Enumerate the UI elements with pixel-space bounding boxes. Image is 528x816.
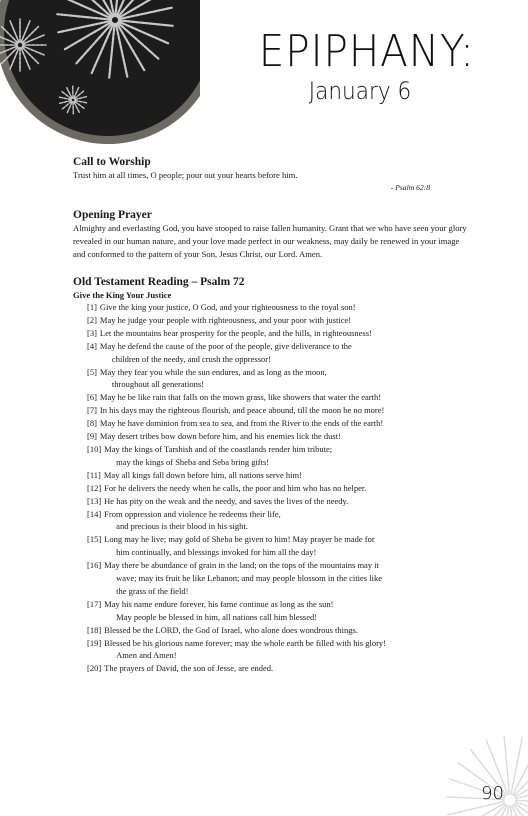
verse-text	[104, 624, 468, 637]
verse-line: May people be blessed in him, all nations call him blessed!	[116, 611, 318, 622]
page-subtitle: January 6	[308, 77, 412, 105]
verse-line: May his name endure forever, his fame continue as long as the sun!	[104, 598, 334, 609]
verse-line: In his days may the righteous flourish, and peace abound, till the moon be no more!	[99, 405, 385, 416]
verse-item	[87, 340, 468, 366]
verse-number: [8]	[87, 418, 97, 429]
verse-item	[87, 366, 468, 392]
verse-text	[104, 508, 468, 534]
verse-text	[104, 662, 468, 675]
reading-section	[73, 275, 468, 675]
verse-text	[100, 366, 468, 392]
verse-item	[87, 327, 468, 340]
verse-line: May the kings of Tarshish and of the coastlands render him tribute;	[104, 443, 333, 454]
verse-line: Blessed be the LORD, the God of Israel, who alone does wondrous things.	[104, 624, 358, 635]
call-to-worship-citation: - Psalm 62:8	[390, 183, 430, 192]
liturgy-content	[73, 155, 468, 689]
verse-number: [5]	[87, 366, 97, 377]
verse-text	[104, 495, 468, 508]
verse-line: Let the mountains bear prosperity for the people, and the hills, in righteousness!	[99, 327, 372, 338]
verse-line: May he judge your people with righteousness, and your poor with justice!	[99, 314, 352, 325]
call-to-worship-heading: Call to Worship	[73, 156, 151, 168]
verse-line: May he be like rain that falls on the mown grass, like showers that water the earth!	[99, 392, 382, 403]
verse-line: Blessed be his glorious name forever; may the whole earth be filled with his glory!	[104, 637, 387, 648]
starburst-corner-decoration	[428, 726, 528, 816]
verse-text	[100, 314, 468, 327]
verse-line: Long may he live; may gold of Sheba be given to him! May prayer be made for	[104, 534, 375, 545]
verse-item	[87, 314, 468, 327]
opening-prayer-section	[73, 208, 468, 261]
verse-number: [20]	[87, 663, 102, 674]
verse-item	[87, 598, 468, 624]
verse-text	[100, 327, 468, 340]
verse-item	[87, 662, 468, 675]
verse-item	[87, 533, 468, 559]
verse-number: [3]	[87, 327, 97, 338]
verse-number: [18]	[87, 624, 102, 635]
verse-item	[87, 624, 468, 637]
verse-item	[87, 430, 468, 443]
verse-text	[104, 443, 468, 469]
verse-text	[100, 430, 468, 443]
verse-line: The prayers of David, the son of Jesse, are ended.	[104, 663, 274, 674]
verse-number: [10]	[87, 443, 102, 454]
verse-number: [11]	[87, 469, 101, 480]
verse-number: [17]	[87, 598, 102, 609]
verse-line: May all kings fall down before him, all nations serve him!	[103, 469, 302, 480]
verse-number: [7]	[87, 405, 97, 416]
verse-text	[100, 340, 468, 366]
verse-line: From oppression and violence he redeems their life,	[104, 508, 281, 519]
verse-number: [12]	[87, 482, 102, 493]
verse-item	[87, 469, 468, 482]
verse-line: him continually, and blessings invoked for him all the day!	[116, 547, 317, 558]
verse-item	[87, 559, 468, 598]
verse-text	[104, 559, 468, 598]
verse-line: children of the needy, and crush the oppressor!	[111, 353, 271, 364]
verse-number: [4]	[87, 340, 97, 351]
verse-item	[87, 301, 468, 314]
verse-text	[104, 598, 468, 624]
verse-line: Give the king your justice, O God, and your righteousness to the royal son!	[99, 302, 356, 312]
verse-number: [2]	[87, 314, 97, 325]
verse-number: [15]	[87, 534, 102, 545]
title-block	[250, 26, 475, 106]
verse-line: throughout all generations!	[111, 379, 204, 390]
verse-number: [14]	[87, 508, 102, 519]
verse-line: may the kings of Sheba and Seba bring gifts!	[116, 456, 270, 467]
verse-line: May there be abundance of grain in the land; on the tops of the mountains may it	[104, 560, 379, 571]
verse-item	[87, 391, 468, 404]
verse-item	[87, 508, 468, 534]
verse-number: [13]	[87, 495, 102, 506]
verse-text	[100, 404, 468, 417]
verse-text	[104, 469, 468, 482]
verse-text	[100, 391, 468, 404]
verse-text	[100, 301, 468, 314]
verse-item	[87, 443, 468, 469]
starburst-circle-decoration	[0, 0, 200, 150]
call-to-worship-text: Trust him at all times, O people; pour out your hearts before him.	[73, 170, 298, 180]
verse-item	[87, 482, 468, 495]
verse-number: [19]	[87, 637, 102, 648]
verse-line: Amen and Amen!	[116, 650, 177, 661]
verse-number: [9]	[87, 431, 97, 442]
call-to-worship-section	[73, 155, 468, 194]
verse-line: wave; may its fruit be like Lebanon; and may people blossom in the cities like	[116, 573, 382, 584]
opening-prayer-heading: Opening Prayer	[73, 209, 152, 221]
verse-item	[87, 637, 468, 663]
reading-subheading: Give the King Your Justice	[73, 290, 172, 300]
verse-line: May he have dominion from sea to sea, and from the River to the ends of the earth!	[99, 418, 384, 429]
verse-line: the grass of the field!	[116, 585, 189, 596]
verse-text	[100, 417, 468, 430]
verse-line: May he defend the cause of the poor of the people, give deliverance to the	[99, 340, 352, 351]
verse-line: He has pity on the weak and the needy, and saves the lives of the needy.	[104, 495, 349, 506]
verse-number: [1]	[87, 302, 97, 312]
verse-line: and precious is their blood in his sight.	[116, 521, 248, 532]
page-title: EPIPHANY:	[258, 26, 475, 77]
verse-item	[87, 404, 468, 417]
verse-line: May desert tribes bow down before him, and his enemies lick the dust!	[99, 431, 341, 442]
reading-heading: Old Testament Reading – Psalm 72	[73, 276, 245, 288]
verse-text	[104, 533, 468, 559]
verse-text	[104, 637, 468, 663]
verse-number: [16]	[87, 560, 102, 571]
verse-line: For he delivers the needy when he calls, the poor and him who has no helper.	[104, 482, 367, 493]
verse-item	[87, 417, 468, 430]
opening-prayer-text: Almighty and everlasting God, you have stooped to raise fallen humanity. Grant that we who have seen your glory revealed in our human nature, and your love made perfect in our weakness, may daily be renewed in your image and conformed to the pattern of your Son, Jesus Christ, our Lord. Amen.	[73, 223, 467, 259]
verse-number: [6]	[87, 392, 97, 403]
verse-line: May they fear you while the sun endures, and as long as the moon,	[99, 366, 327, 377]
verse-list	[73, 301, 468, 675]
page-number: 90	[481, 783, 504, 804]
verse-text	[104, 482, 468, 495]
verse-item	[87, 495, 468, 508]
